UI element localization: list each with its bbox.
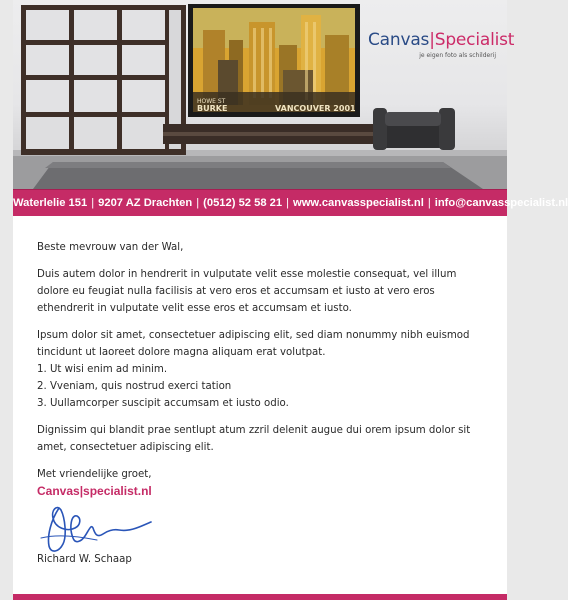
contact-email-link[interactable]: info@canvasspecialist.nl [434, 197, 568, 209]
letter-body [37, 239, 489, 500]
list-item: 3. Uullamcorper suscipit accumsam et iusto odio. [37, 398, 289, 409]
bookshelf [21, 5, 186, 155]
paragraph-1: Duis autem dolor in hendrerit in vulputate velit esse molestie consequat, vel illum dolore eu feugiat nulla facilisis at vero eros et accumsam et iusto at vero eros ethendrerit in vulputate velit esse eros et accumsam et iusto. [37, 269, 457, 314]
closing: Met vriendelijke groet, [37, 469, 152, 480]
contact-address: Waterlelie 151 [13, 197, 88, 209]
divider: | [91, 197, 95, 209]
contact-bar [13, 189, 568, 216]
signature-brand: Canvas|specialist.nl [37, 484, 152, 498]
poster-left-text: BURKE [197, 104, 228, 113]
armchair [373, 108, 455, 150]
brand-name-part1: Canvas [368, 30, 430, 50]
divider: | [196, 197, 200, 209]
canvas-poster [188, 4, 360, 117]
brand-logo [368, 30, 515, 59]
contact-website-link[interactable]: www.canvasspecialist.nl [293, 197, 424, 209]
signer-name: Richard W. Schaap [37, 554, 132, 565]
email-sheet [13, 0, 568, 600]
list-item: 1. Ut wisi enim ad minim. [37, 364, 168, 375]
salutation: Beste mevrouw van der Wal, [37, 242, 184, 253]
list-item: 2. Vveniam, quis nostrud exerci tation [37, 381, 232, 392]
contact-postcode-city: 9207 AZ Drachten [98, 197, 193, 209]
brand-name-part2: Specialist [434, 30, 515, 50]
brand-tagline: je eigen foto als schilderij [419, 52, 496, 59]
paragraph-2: Ipsum dolor sit amet, consectetuer adipiscing elit, sed diam nonummy nibh euismod tincidunt ut laoreet dolore magna aliquam erat volutpat. [37, 330, 470, 358]
divider: | [286, 197, 290, 209]
tv-cabinet [163, 124, 403, 144]
contact-phone[interactable]: (0512) 52 58 21 [203, 197, 283, 209]
handwritten-signature [37, 498, 157, 558]
numbered-list [37, 361, 489, 412]
poster-street-text: HOWE ST [197, 98, 226, 105]
header-photo [13, 0, 515, 189]
room-illustration [13, 0, 507, 189]
divider: | [427, 197, 431, 209]
brand-separator: | [429, 30, 435, 50]
footer-bar [13, 594, 507, 600]
paragraph-3: Dignissim qui blandit prae sentlupt atum zzril delenit augue dui orem ipsum dolor sit amet, consectetuer adipiscing elit. [37, 425, 471, 453]
poster-right-text: VANCOUVER 2001 [275, 104, 356, 113]
